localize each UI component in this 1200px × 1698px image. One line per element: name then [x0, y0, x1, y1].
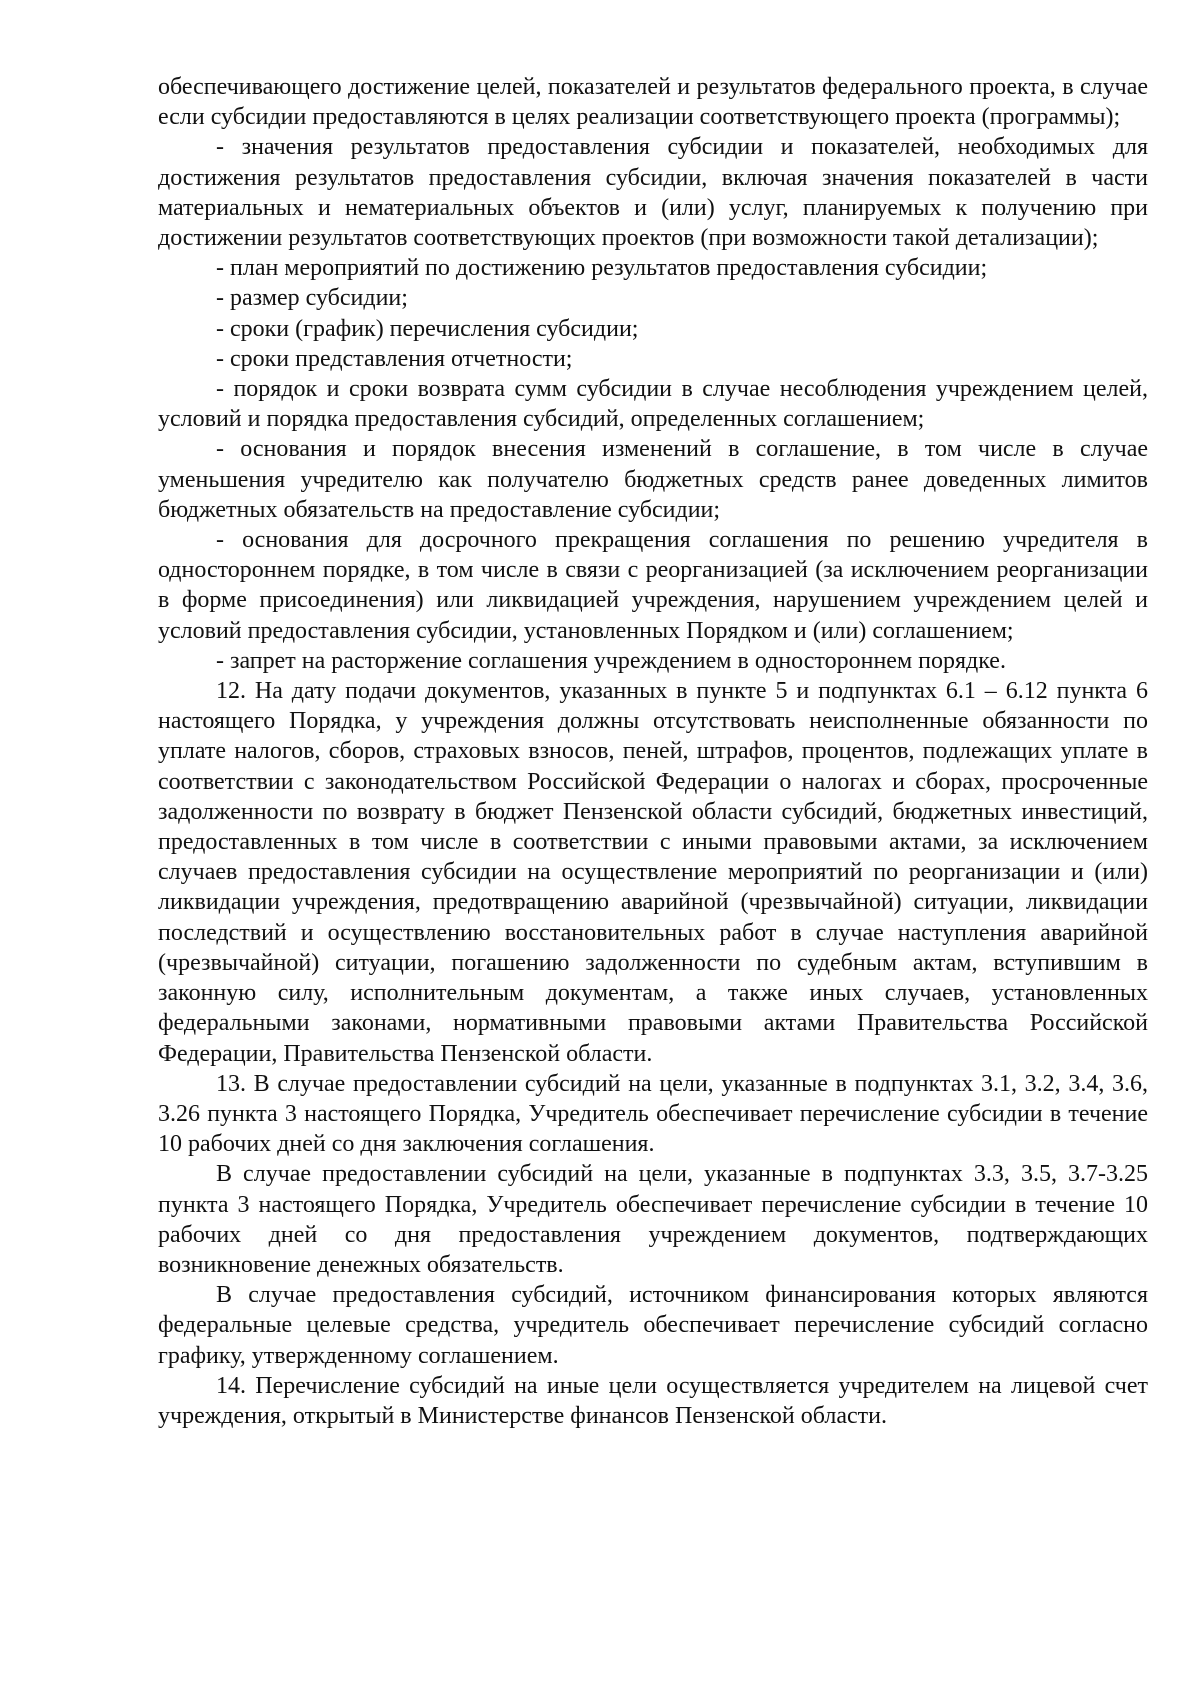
paragraph-1: обеспечивающего достижение целей, показателей и результатов федерального проекта, в случае если субсидии предоставляются в целях реализации соответствующего проекта (программы);: [158, 74, 1148, 131]
paragraph-2: - значения результатов предоставления субсидии и показателей, необходимых для достижения результатов предоставления субсидии, включая значения показателей в части материальных и нематериальных объектов и (или) услуг, планируемых к получению при достижении результатов соответствующих проектов (при возможности такой детализации);: [158, 134, 1148, 252]
paragraph-6: - сроки представления отчетности;: [216, 345, 573, 372]
paragraph-8: - основания и порядок внесения изменений в соглашение, в том числе в случае уменьшения учредителю как получателю бюджетных средств ранее доведенных лимитов бюджетных обязательств на предоставление субсидии;: [158, 436, 1148, 523]
paragraph-14: В случае предоставления субсидий, источником финансирования которых являются федеральные целевые средства, учредитель обеспечивает перечисление субсидий согласно графику, утвержденному соглашением.: [158, 1282, 1148, 1369]
paragraph-15: 14. Перечисление субсидий на иные цели осуществляется учредителем на лицевой счет учреждения, открытый в Министерстве финансов Пензенской области.: [158, 1372, 1148, 1429]
paragraph-10: - запрет на расторжение соглашения учреждением в одностороннем порядке.: [216, 647, 1006, 674]
paragraph-13: В случае предоставлении субсидий на цели, указанные в подпунктах 3.3, 3.5, 3.7-3.25 пункта 3 настоящего Порядка, Учредитель обеспечивает перечисление субсидии в течение 10 рабочих дней со дня предоставления учреждением документов, подтверждающих возникновение денежных обязательств.: [158, 1161, 1148, 1278]
paragraph-7: - порядок и сроки возврата сумм субсидии в случае несоблюдения учреждением целей, условий и порядка предоставления субсидий, определенных соглашением;: [158, 376, 1148, 433]
paragraph-4: - размер субсидии;: [216, 285, 408, 312]
paragraph-9: - основания для досрочного прекращения соглашения по решению учредителя в одностороннем порядке, в том числе в связи с реорганизацией (за исключением реорганизации в форме присоединения) или ликвидацией учреждения, нарушением учреждением целей и условий предоставления субсидии, установленных Порядком и (или) соглашением;: [158, 527, 1148, 644]
paragraph-3: - план мероприятий по достижению результатов предоставления субсидии;: [216, 255, 988, 282]
paragraph-11: 12. На дату подачи документов, указанных в пункте 5 и подпунктах 6.1 – 6.12 пункта 6 настоящего Порядка, у учреждения должны отсутствовать неисполненные обязанности по уплате налогов, сборов, страховых взносов, пеней, штрафов, процентов, подлежащих уплате в соответствии с законодательством Российской Федерации о налогах и сборах, просроченные задолженности по возврату в бюджет Пензенской области субсидий, бюджетных инвестиций, предоставленных в том числе в соответствии с иными правовыми актами, за исключением случаев предоставления субсидии на осуществление мероприятий по реорганизации и (или) ликвидации учреждения, предотвращению аварийной (чрезвычайной) ситуации, ликвидации последствий и осуществлению восстановительных работ в случае наступления аварийной (чрезвычайной) ситуации, погашению задолженности по судебным актам, вступившим в законную силу, исполнительным документам, а также иных случаев, установленных федеральными законами, нормативными правовыми актами Правительства Российской Федерации, Правительства Пензенской области.: [158, 678, 1148, 1067]
paragraph-12: 13. В случае предоставлении субсидий на цели, указанные в подпунктах 3.1, 3.2, 3.4, 3.6, 3.26 пункта 3 настоящего Порядка, Учредитель обеспечивает перечисление субсидии в течение 10 рабочих дней со дня заключения соглашения.: [158, 1070, 1148, 1158]
paragraph-5: - сроки (график) перечисления субсидии;: [216, 315, 639, 342]
document-page: [158, 72, 1148, 1431]
